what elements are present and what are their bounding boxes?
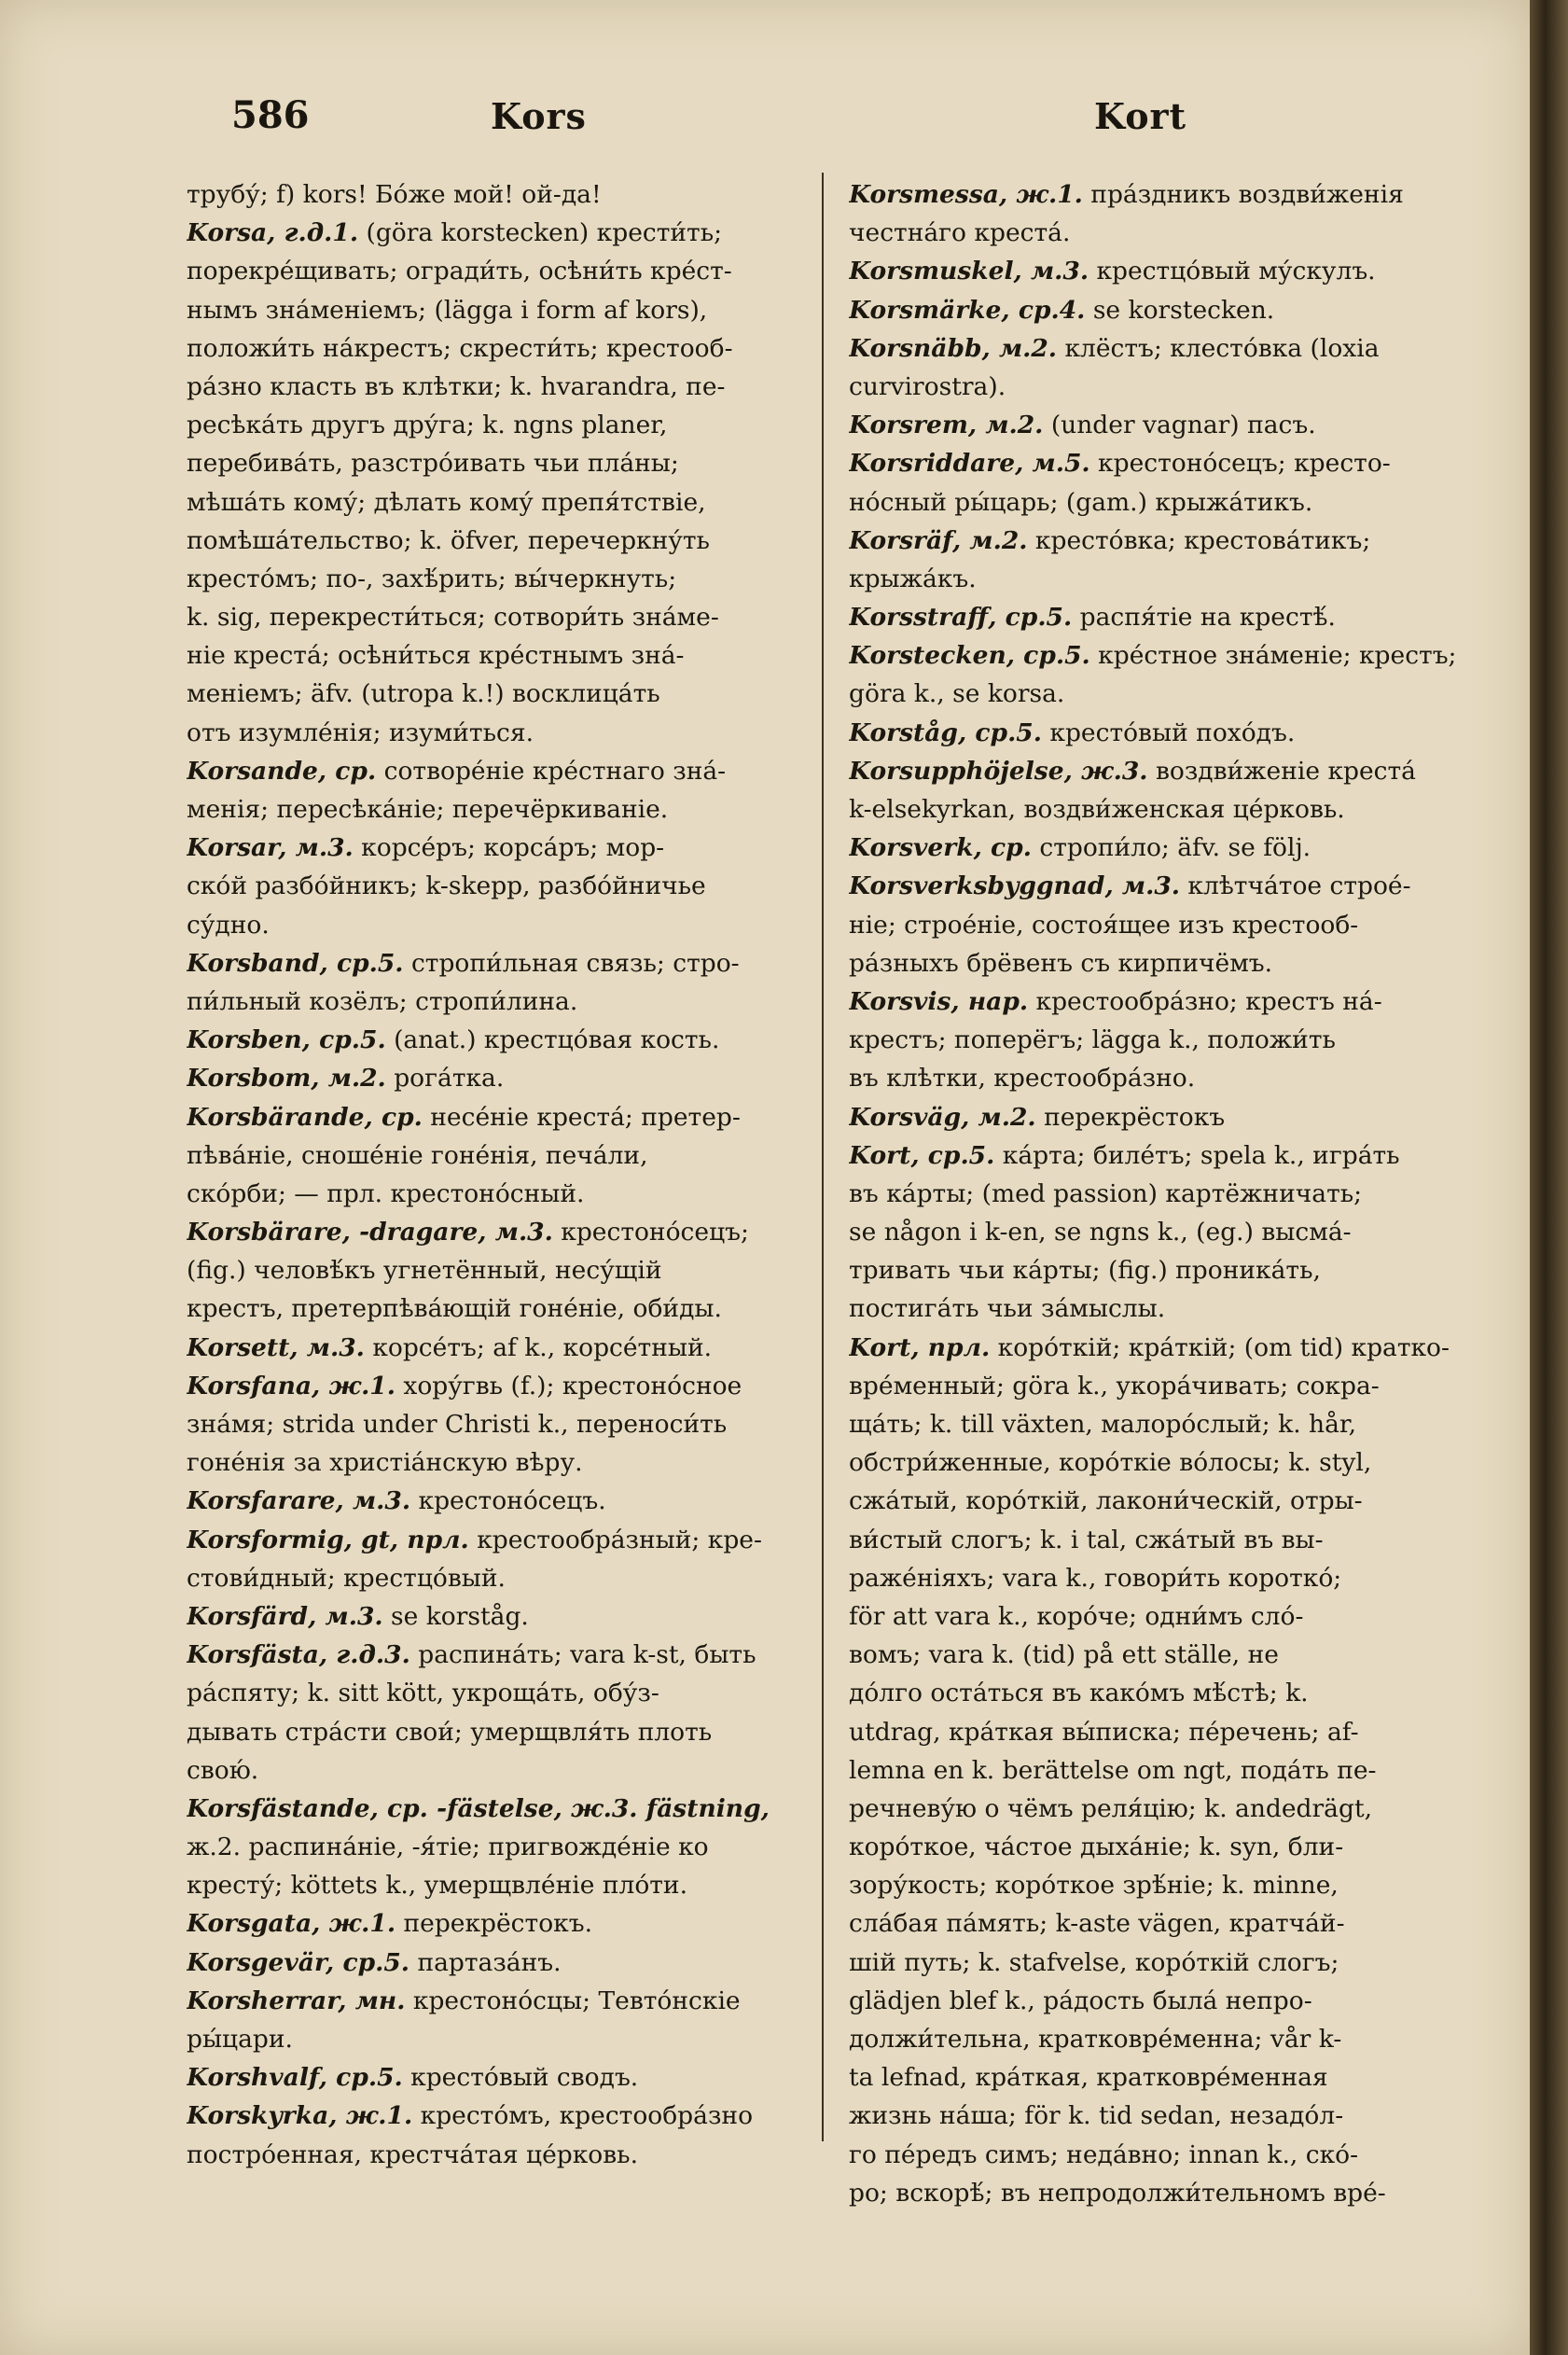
- headword: Korståg, ср.5.: [849, 718, 1042, 747]
- dictionary-line: [187, 1982, 813, 2020]
- dictionary-line: [849, 483, 1488, 522]
- headword: Kort, прл.: [849, 1332, 991, 1362]
- dictionary-line: [187, 1098, 813, 1136]
- dictionary-line: [849, 1713, 1488, 1751]
- definition-text: (under vagnar) пасъ.: [1043, 411, 1316, 440]
- definition-text: кресту́; köttets k., умерщвле́ніе пло́ти.: [187, 1871, 688, 1901]
- definition-text: до́лго оста́ться въ како́мъ мѣ́стѣ; k.: [849, 1679, 1309, 1708]
- definition-text: жизнь на́ша; för k. tid sedan, незадо́л-: [849, 2101, 1344, 2131]
- definition-text: ры́цари.: [187, 2025, 293, 2054]
- definition-text: пи́льный козёлъ; стропи́лина.: [187, 986, 578, 1016]
- definition-text: положи́ть на́крестъ; скрести́ть; крестооб-: [187, 333, 733, 363]
- left-column: [187, 175, 813, 2174]
- dictionary-line: [187, 752, 813, 790]
- headword: Korsräf, м.2.: [849, 525, 1028, 555]
- dictionary-line: [187, 829, 813, 867]
- dictionary-line: [187, 1367, 813, 1405]
- headword: Korsriddare, м.5.: [849, 449, 1090, 479]
- headword: Korsband, ср.5.: [187, 948, 404, 978]
- dictionary-line: [187, 944, 813, 982]
- definition-text: пра́здникъ воздви́женія: [1082, 180, 1404, 209]
- dictionary-line: [849, 560, 1488, 598]
- definition-text: (göra korstecken) крести́ть;: [358, 218, 723, 248]
- definition-text: кресто́мъ; по-, захѣ́рить; вы́черкнуть;: [187, 564, 677, 593]
- definition-text: se korstecken.: [1085, 295, 1275, 325]
- left-guide-word: Kors: [491, 95, 587, 137]
- dictionary-line: [187, 1175, 813, 1213]
- definition-text: k-elsekyrkan, воздви́женская це́рковь.: [849, 795, 1345, 824]
- headword: Korsgevär, ср.5.: [187, 1947, 410, 1977]
- definition-text: но́сный ры́царь; (gam.) крыжа́тикъ.: [849, 487, 1313, 517]
- headword: Korsgata, ж.1.: [187, 1909, 396, 1939]
- dictionary-line: [849, 1367, 1488, 1405]
- headword: Korsmuskel, м.3.: [849, 257, 1089, 286]
- dictionary-line: [187, 790, 813, 829]
- headword: Korsett, м.3.: [187, 1332, 365, 1362]
- definition-text: крестъ, претерпѣва́ющій гоне́ніе, оби́ды.: [187, 1294, 722, 1324]
- dictionary-line: [849, 1059, 1488, 1097]
- definition-text: менія; пересѣка́ніе; перечёркиваніе.: [187, 795, 669, 824]
- definition-text: ра́зныхъ брёвенъ съ кирпичёмъ.: [849, 948, 1273, 978]
- dictionary-line: [187, 214, 813, 252]
- headword: Korsformig, gt, прл.: [187, 1525, 469, 1554]
- dictionary-line: [849, 829, 1488, 867]
- dictionary-line: [187, 714, 813, 752]
- headword: Korsfarare, м.3.: [187, 1486, 411, 1516]
- dictionary-line: [849, 1559, 1488, 1597]
- definition-text: крестообра́зно; крестъ на́-: [1028, 986, 1382, 1016]
- definition-text: вомъ; vara k. (tid) på ett ställe, не: [849, 1640, 1279, 1670]
- dictionary-line: [187, 1289, 813, 1328]
- definition-text: ка́рта; биле́тъ; spela k., игра́ть: [994, 1140, 1400, 1170]
- definition-text: ви́стый слогъ; k. i tal, сжа́тый въ вы-: [849, 1525, 1324, 1554]
- dictionary-line: [187, 1405, 813, 1443]
- dictionary-line: [849, 1636, 1488, 1674]
- dictionary-line: [849, 1098, 1488, 1136]
- dictionary-line: [849, 1828, 1488, 1866]
- definition-text: постига́ть чьи за́мыслы.: [849, 1294, 1166, 1324]
- definition-text: зору́кость; коро́ткое зрѣ́ніе; k. minne,: [849, 1871, 1339, 1901]
- dictionary-line: [187, 560, 813, 598]
- definition-text: glädjen blef k., ра́дость была́ непро-: [849, 1986, 1312, 2015]
- headword: Korsande, ср.: [187, 756, 377, 786]
- headword: Korsstraff, ср.5.: [849, 603, 1073, 633]
- dictionary-line: [187, 1021, 813, 1059]
- definition-text: помѣша́тельство; k. öfver, перечеркну́ть: [187, 525, 710, 555]
- definition-text: стропи́льная связь; стро-: [403, 948, 740, 978]
- dictionary-line: [849, 444, 1488, 482]
- dictionary-line: [849, 598, 1488, 636]
- definition-text: свою́.: [187, 1755, 259, 1785]
- dictionary-line: [187, 1443, 813, 1482]
- definition-text: крестоно́сецъ;: [552, 1218, 749, 1247]
- dictionary-line: [849, 944, 1488, 982]
- definition-text: ра́спяту; k. sitt kött, укроща́ть, обу́з-: [187, 1679, 659, 1708]
- running-header: [231, 93, 1467, 149]
- headword: Korsfästande, ср. -fästelse, ж.3. fästning,: [187, 1793, 770, 1823]
- dictionary-line: [187, 1213, 813, 1251]
- dictionary-line: [849, 1944, 1488, 1982]
- definition-text: utdrag, кра́ткая вы́писка; пе́речень; af-: [849, 1717, 1359, 1747]
- definition-text: рога́тка.: [385, 1064, 505, 1094]
- definition-text: распя́тіе на крестѣ́.: [1072, 603, 1336, 633]
- definition-text: крестоно́сецъ; кресто-: [1089, 449, 1391, 479]
- definition-text: ніе; строе́ніе, состоя́щее изъ крестооб-: [849, 910, 1359, 940]
- dictionary-line: [849, 1521, 1488, 1559]
- definition-text: кре́стное зна́меніе; крестъ;: [1089, 641, 1457, 671]
- definition-text: перекрёстокъ.: [395, 1909, 592, 1939]
- dictionary-line: [187, 1713, 813, 1751]
- headword: Korsben, ср.5.: [187, 1025, 386, 1055]
- definition-text: зна́мя; strida under Christi k., переноси́ть: [187, 1410, 728, 1439]
- dictionary-line: [187, 1059, 813, 1097]
- headword: Korshvalf, ср.5.: [187, 2063, 403, 2093]
- dictionary-line: [849, 790, 1488, 829]
- definition-text: коро́ткій; кра́ткій; (om tid) кратко-: [990, 1332, 1450, 1362]
- definition-text: мѣша́ть кому́; дѣлать кому́ препя́тствіе,: [187, 487, 706, 517]
- definition-text: отъ изумле́нія; изуми́ться.: [187, 718, 534, 747]
- dictionary-line: [849, 368, 1488, 406]
- right-guide-word: Kort: [1094, 95, 1187, 137]
- dictionary-line: [187, 1636, 813, 1674]
- definition-text: ро; вскорѣ́; въ непродолжи́тельномъ вре́-: [849, 2178, 1386, 2208]
- dictionary-line: [187, 636, 813, 675]
- dictionary-line: [187, 1559, 813, 1597]
- headword: Korsfärd, м.3.: [187, 1601, 383, 1631]
- definition-text: су́дно.: [187, 910, 270, 940]
- definition-text: шій путь; k. stafvelse, коро́ткій слогъ;: [849, 1947, 1339, 1977]
- definition-text: нымъ зна́меніемъ; (lägga i form af kors),: [187, 295, 708, 325]
- headword: Korsbärande, ср.: [187, 1102, 423, 1132]
- dictionary-line: [187, 867, 813, 905]
- dictionary-line: [849, 675, 1488, 713]
- page-number: 586: [231, 93, 310, 137]
- dictionary-line: [849, 867, 1488, 905]
- dictionary-line: [187, 1521, 813, 1559]
- dictionary-line: [849, 1136, 1488, 1175]
- definition-text: обстри́женные, коро́ткіе во́лосы; k. styl,: [849, 1448, 1372, 1478]
- headword: Korsrem, м.2.: [849, 411, 1044, 440]
- dictionary-line: [849, 291, 1488, 329]
- right-column: [849, 175, 1488, 2212]
- definition-text: кресто́вый сводъ.: [402, 2063, 639, 2093]
- definition-text: крестоно́сецъ.: [410, 1486, 606, 1516]
- dictionary-line: [187, 1751, 813, 1790]
- dictionary-line: [187, 675, 813, 713]
- definition-text: меніемъ; äfv. (utropa k.!) восклица́ть: [187, 679, 660, 709]
- dictionary-line: [849, 982, 1488, 1021]
- headword: Korsa, г.д.1.: [187, 218, 359, 248]
- headword: Korsmessa, ж.1.: [849, 180, 1083, 209]
- definition-text: должи́тельна, кратковре́менна; vår k-: [849, 2025, 1342, 2054]
- dictionary-line: [187, 444, 813, 482]
- dictionary-line: [187, 483, 813, 522]
- dictionary-line: [849, 1021, 1488, 1059]
- dictionary-line: [849, 522, 1488, 560]
- dictionary-line: [849, 1982, 1488, 2020]
- definition-text: крестцо́вый му́скулъ.: [1089, 257, 1376, 286]
- headword: Korsfana, ж.1.: [187, 1371, 395, 1400]
- definition-text: клёстъ; клесто́вка (loxia: [1057, 333, 1380, 363]
- definition-text: вре́менный; göra k., укора́чивать; сокра-: [849, 1371, 1380, 1400]
- dictionary-line: [187, 1866, 813, 1904]
- dictionary-line: [187, 1790, 813, 1828]
- definition-text: кресто́вка; крестова́тикъ;: [1027, 525, 1371, 555]
- definition-text: lemna en k. berättelse om ngt, пода́ть пе-: [849, 1755, 1377, 1785]
- definition-text: стови́дный; крестцо́вый.: [187, 1563, 506, 1593]
- definition-text: крестообра́зный; кре-: [468, 1525, 762, 1554]
- dictionary-line: [187, 982, 813, 1021]
- headword: Korsvis, нар.: [849, 986, 1029, 1016]
- definition-text: för att vara k., коро́че; одни́мъ сло́-: [849, 1601, 1304, 1631]
- definition-text: го пе́редъ симъ; неда́вно; innan k., ско́-: [849, 2139, 1359, 2169]
- definition-text: тривать чьи ка́рты; (fig.) проника́ть,: [849, 1256, 1321, 1286]
- headword: Korsverk, ср.: [849, 833, 1032, 863]
- headword: Korsmärke, ср.4.: [849, 295, 1086, 325]
- definition-text: дывать стра́сти свои́; умерщвля́ть плоть: [187, 1717, 713, 1747]
- dictionary-line: [849, 1597, 1488, 1636]
- definition-text: se någon i k-en, se ngns k., (eg.) высма́-: [849, 1218, 1352, 1247]
- definition-text: göra k., se korsa.: [849, 679, 1065, 709]
- headword: Korsar, м.3.: [187, 833, 354, 863]
- dictionary-line: [187, 252, 813, 290]
- dictionary-line: [849, 1443, 1488, 1482]
- definition-text: пѣва́ніе, сноше́ніе гоне́нія, печа́ли,: [187, 1140, 648, 1170]
- headword: Korsfästa, г.д.3.: [187, 1640, 410, 1670]
- dictionary-line: [849, 752, 1488, 790]
- book-edge: [1530, 0, 1568, 2355]
- dictionary-line: [187, 906, 813, 944]
- dictionary-line: [849, 636, 1488, 675]
- headword: Korstecken, ср.5.: [849, 641, 1090, 671]
- definition-text: перебива́ть, разстро́ивать чьи пла́ны;: [187, 449, 679, 479]
- definition-text: партаза́нъ.: [409, 1947, 562, 1977]
- dictionary-line: [187, 2136, 813, 2174]
- dictionary-line: [849, 906, 1488, 944]
- headword: Korsbom, м.2.: [187, 1064, 386, 1094]
- definition-text: несе́ніе креста́; претер-: [422, 1102, 741, 1132]
- dictionary-line: [187, 1482, 813, 1520]
- dictionary-line: [187, 1904, 813, 1943]
- definition-text: распина́ть; vara k-st, быть: [409, 1640, 756, 1670]
- dictionary-line: [187, 2020, 813, 2058]
- dictionary-line: [849, 1175, 1488, 1213]
- definition-text: постро́енная, крестча́тая це́рковь.: [187, 2139, 639, 2169]
- column-divider: [822, 173, 824, 2141]
- definition-text: кресто́мъ, крестообра́зно: [412, 2101, 754, 2131]
- definition-text: крыжа́къ.: [849, 564, 977, 593]
- dictionary-line: [849, 406, 1488, 444]
- definition-text: ско́й разбо́йникъ; k-skepp, разбо́йничье: [187, 871, 706, 901]
- definition-text: корсе́ръ; корса́ръ; мор-: [353, 833, 665, 863]
- definition-text: крестъ; поперёгъ; lägga k., положи́ть: [849, 1025, 1336, 1055]
- definition-text: (fig.) человѣ́къ угнетённый, несу́щій: [187, 1256, 662, 1286]
- definition-text: перекрёстокъ: [1035, 1102, 1226, 1132]
- dictionary-line: [849, 1213, 1488, 1251]
- definition-text: сотворе́ніе кре́стнаго зна́-: [376, 756, 727, 786]
- headword: Korsnäbb, м.2.: [849, 333, 1058, 363]
- dictionary-line: [849, 2058, 1488, 2097]
- dictionary-line: [187, 522, 813, 560]
- dictionary-line: [187, 1944, 813, 1982]
- dictionary-line: [849, 1251, 1488, 1289]
- dictionary-line: [849, 2020, 1488, 2058]
- dictionary-line: [849, 214, 1488, 252]
- definition-text: стропи́ло; äfv. se följ.: [1031, 833, 1311, 863]
- definition-text: воздви́женіе креста́: [1147, 756, 1416, 786]
- definition-text: порекре́щивать; огради́ть, осѣни́ть кре́ст-: [187, 257, 732, 286]
- definition-text: речневу́ю о чёмъ реля́цію; k. andedrägt,: [849, 1793, 1373, 1823]
- definition-text: сла́бая па́мять; k-aste vägen, кратча́й-: [849, 1909, 1345, 1939]
- definition-text: хору́гвь (f.); крестоно́сное: [395, 1371, 742, 1400]
- dictionary-line: [187, 1136, 813, 1175]
- dictionary-line: [849, 252, 1488, 290]
- dictionary-line: [187, 1251, 813, 1289]
- dictionary-line: [849, 1790, 1488, 1828]
- definition-text: трубу́; f) kors! Бо́же мой! ой-да!: [187, 180, 602, 209]
- dictionary-line: [849, 1329, 1488, 1367]
- dictionary-line: [187, 329, 813, 368]
- definition-text: ща́ть; k. till växten, малоро́слый; k. hår,: [849, 1410, 1357, 1439]
- dictionary-line: [187, 1674, 813, 1712]
- dictionary-line: [187, 175, 813, 214]
- dictionary-line: [849, 329, 1488, 368]
- definition-text: ра́зно класть въ клѣтки; k. hvarandra, пе-: [187, 371, 726, 401]
- definition-text: сжа́тый, коро́ткій, лакони́ческій, отры-: [849, 1486, 1363, 1516]
- headword: Korsväg, м.2.: [849, 1102, 1036, 1132]
- dictionary-line: [187, 598, 813, 636]
- headword: Korskyrka, ж.1.: [187, 2101, 413, 2131]
- definition-text: въ клѣтки, крестообра́зно.: [849, 1064, 1196, 1094]
- definition-text: ta lefnad, кра́ткая, кратковре́менная: [849, 2063, 1328, 2093]
- headword: Kort, ср.5.: [849, 1140, 995, 1170]
- dictionary-line: [187, 406, 813, 444]
- dictionary-line: [849, 1904, 1488, 1943]
- dictionary-line: [849, 1405, 1488, 1443]
- definition-text: k. sig, перекрести́ться; сотвори́ть зна́ме-: [187, 603, 719, 633]
- headword: Korsupphöjelse, ж.3.: [849, 756, 1148, 786]
- dictionary-line: [849, 2097, 1488, 2135]
- definition-text: ніе креста́; осѣни́ться кре́стнымъ зна́-: [187, 641, 685, 671]
- dictionary-line: [187, 2097, 813, 2135]
- dictionary-line: [187, 2058, 813, 2097]
- definition-text: въ ка́рты; (med passion) картёжничать;: [849, 1178, 1363, 1208]
- definition-text: ресѣка́ть другъ дру́га; k. ngns planer,: [187, 411, 668, 440]
- definition-text: кресто́вый похо́дъ.: [1041, 718, 1296, 747]
- definition-text: раже́ніяхъ; vara k., говори́ть коротко́;: [849, 1563, 1342, 1593]
- definition-text: коро́ткое, ча́стое дыха́ніе; k. syn, бли-: [849, 1832, 1344, 1862]
- definition-text: крестоно́сцы; Тевто́нскіе: [405, 1986, 741, 2015]
- dictionary-line: [849, 1289, 1488, 1328]
- dictionary-line: [849, 714, 1488, 752]
- definition-text: корсе́тъ; af k., корсе́тный.: [364, 1332, 713, 1362]
- dictionary-line: [187, 291, 813, 329]
- dictionary-line: [849, 1751, 1488, 1790]
- dictionary-line: [849, 1674, 1488, 1712]
- definition-text: гоне́нія за христіа́нскую вѣру.: [187, 1448, 583, 1478]
- dictionary-line: [187, 368, 813, 406]
- dictionary-line: [849, 175, 1488, 214]
- definition-text: ж.2. распина́ніе, -я́тіе; пригвожде́ніе ко: [187, 1832, 709, 1862]
- dictionary-line: [849, 2174, 1488, 2212]
- dictionary-line: [849, 1866, 1488, 1904]
- headword: Korsbärare, -dragare, м.3.: [187, 1218, 553, 1247]
- definition-text: честна́го креста́.: [849, 218, 1071, 248]
- definition-text: se korståg.: [382, 1601, 529, 1631]
- dictionary-line: [849, 2136, 1488, 2174]
- definition-text: клѣтча́тое строе́-: [1180, 871, 1411, 901]
- definition-text: ско́рби; — прл. крестоно́сный.: [187, 1178, 585, 1208]
- dictionary-line: [187, 1597, 813, 1636]
- definition-text: (anat.) крестцо́вая кость.: [385, 1025, 720, 1055]
- dictionary-line: [187, 1828, 813, 1866]
- dictionary-line: [187, 1329, 813, 1367]
- definition-text: curvirostra).: [849, 371, 1006, 401]
- dictionary-line: [849, 1482, 1488, 1520]
- headword: Korsherrar, мн.: [187, 1986, 406, 2015]
- headword: Korsverksbyggnad, м.3.: [849, 871, 1180, 901]
